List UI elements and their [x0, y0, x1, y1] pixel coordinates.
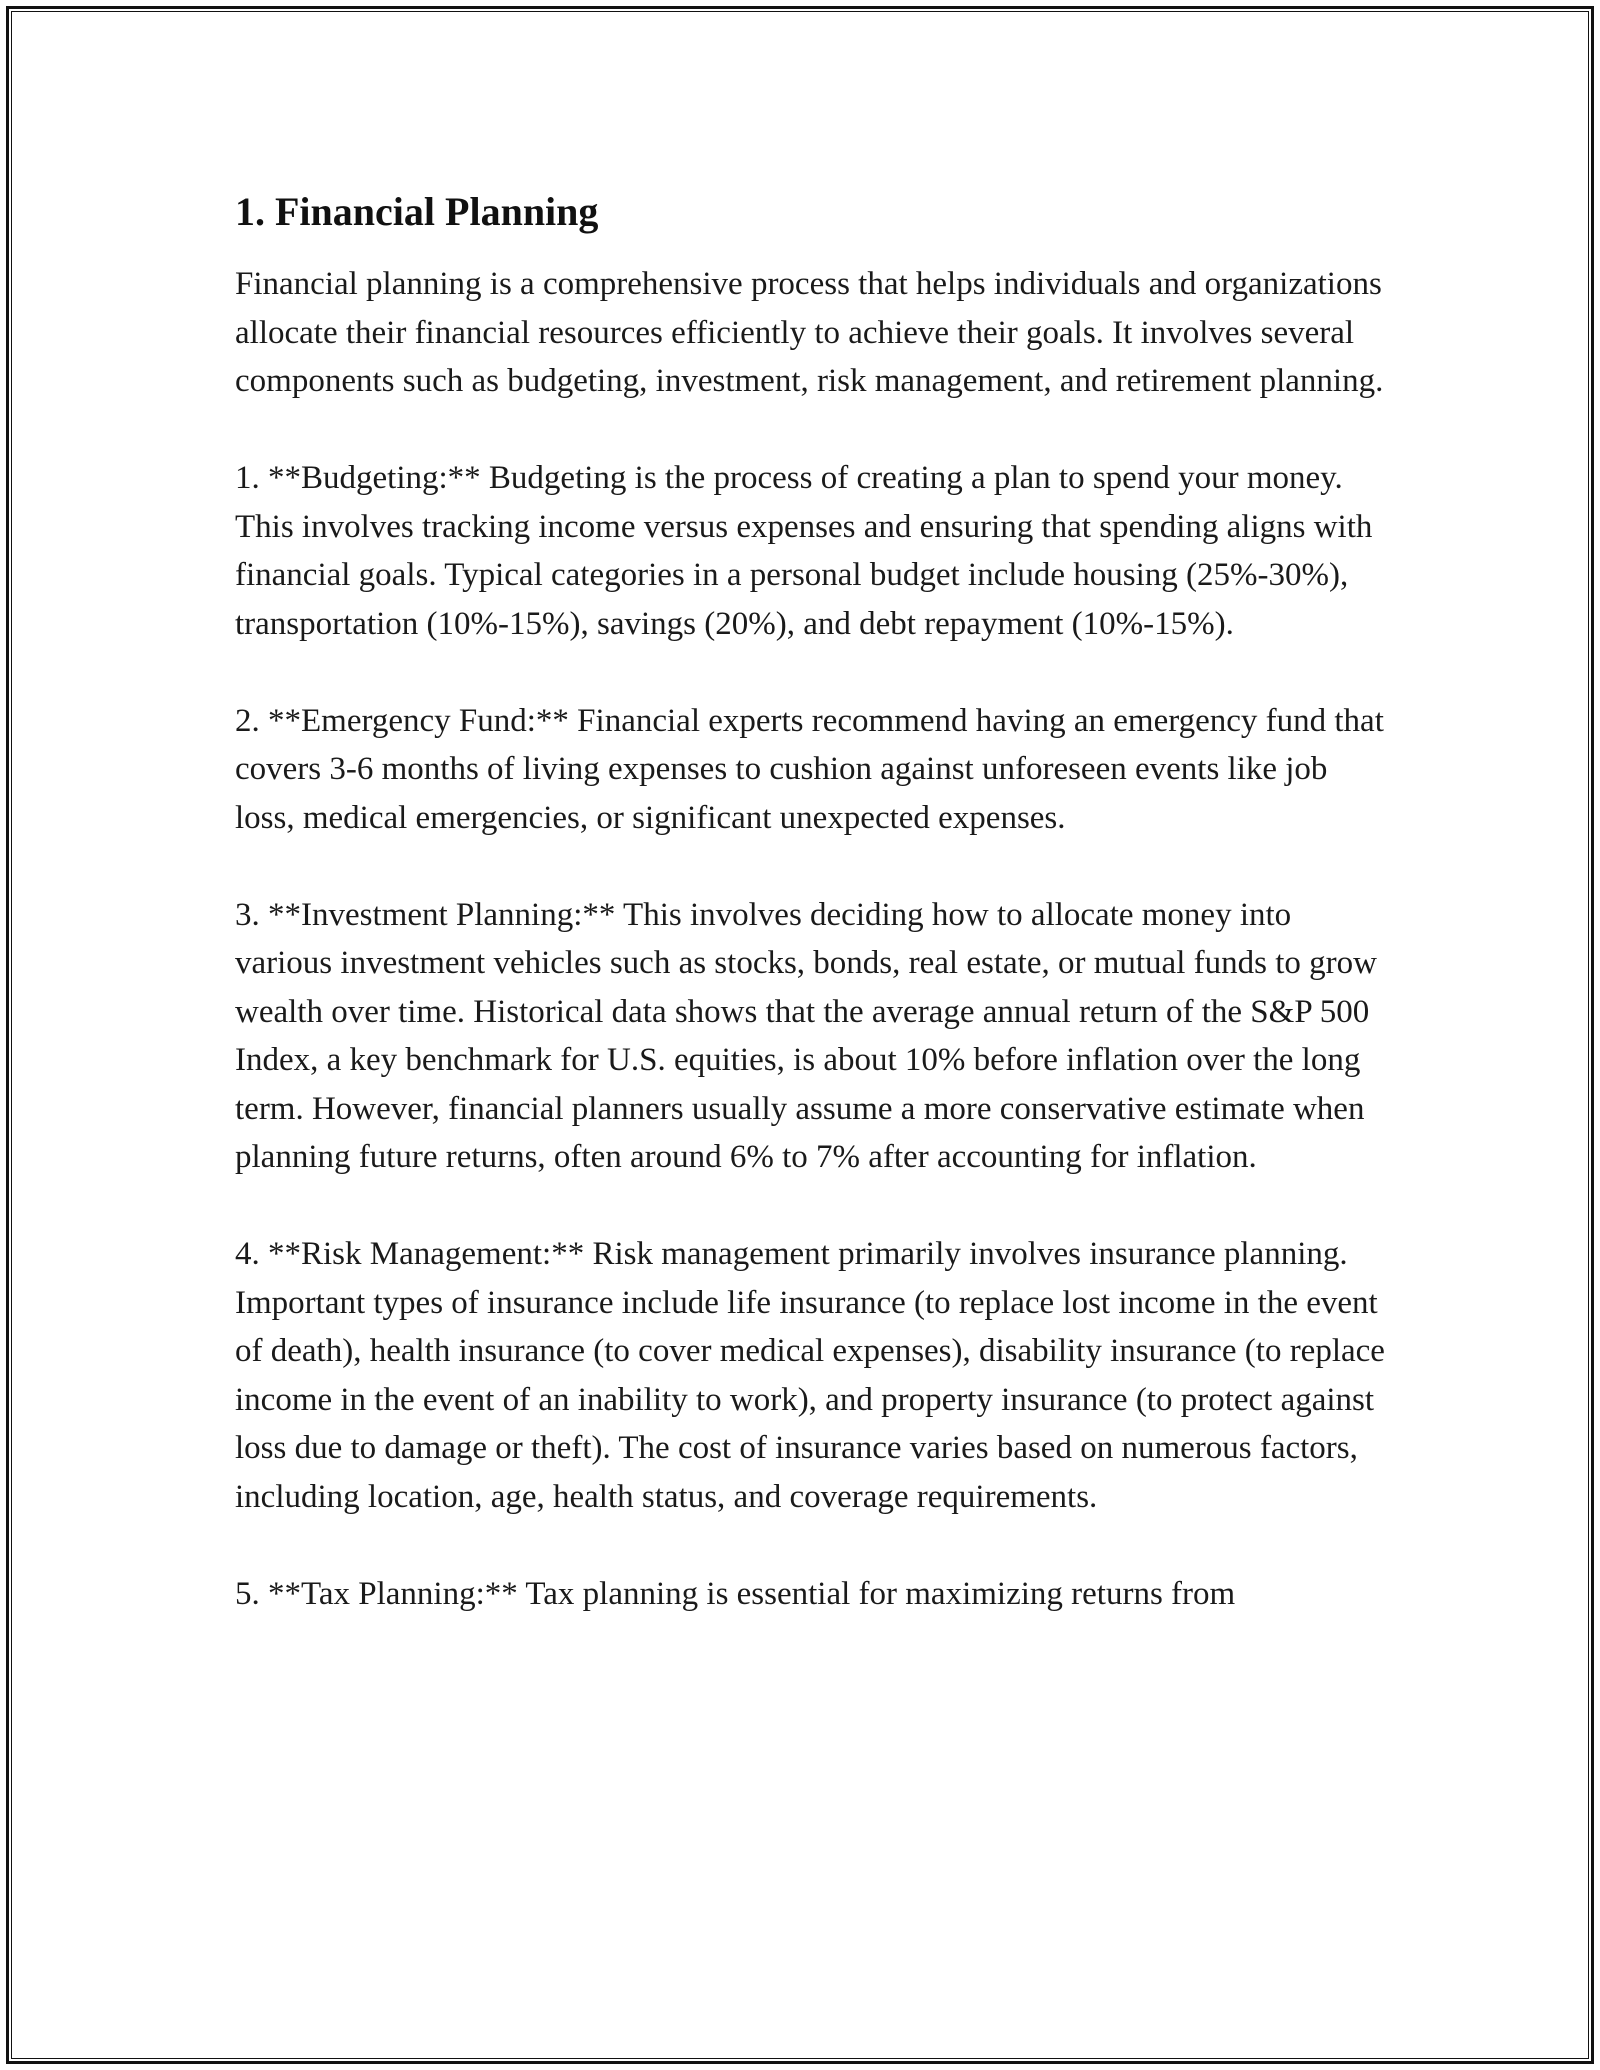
- emergency-fund-paragraph: 2. **Emergency Fund:** Financial experts recommend having an emergency fund that covers 3-6 months of living expenses to cushion against unforeseen events like job loss, medical emergencies, or significant unexpected expenses.: [235, 702, 1384, 836]
- document-body: [235, 186, 1385, 1667]
- investment-planning-paragraph: 3. **Investment Planning:** This involves deciding how to allocate money into various investment vehicles such as stocks, bonds, real estate, or mutual funds to grow wealth over time. Historical data shows that the average annual return of the S&P 500 Index, a key benchmark for U.S. equities, is about 10% before inflation over the long term. However, financial planners usually assume a more conservative estimate when planning future returns, often around 6% to 7% after accounting for inflation.: [235, 896, 1377, 1175]
- section-heading: 1. Financial Planning: [235, 189, 599, 234]
- intro-paragraph: Financial planning is a comprehensive process that helps individuals and organizations allocate their financial resources efficiently to achieve their goals. It involves several components such as budgeting, investment, risk management, and retirement planning.: [235, 266, 1384, 399]
- budgeting-paragraph: 1. **Budgeting:** Budgeting is the process of creating a plan to spend your money. This involves tracking income versus expenses and ensuring that spending aligns with financial goals. Typical categories in a personal budget include housing (25%-30%), transportation (10%-15%), savings (20%), and debt repayment (10%-15%).: [235, 460, 1373, 642]
- tax-planning-paragraph: 5. **Tax Planning:** Tax planning is essential for maximizing returns from: [235, 1575, 1236, 1612]
- risk-management-paragraph: 4. **Risk Management:** Risk management primarily involves insurance planning. Important types of insurance include life insurance (to replace lost income in the event of death), health insurance (to cover medical expenses), disability insurance (to replace income in the event of an inability to work), and property insurance (to protect against loss due to damage or theft). The cost of insurance varies based on numerous factors, including location, age, health status, and coverage requirements.: [235, 1236, 1385, 1515]
